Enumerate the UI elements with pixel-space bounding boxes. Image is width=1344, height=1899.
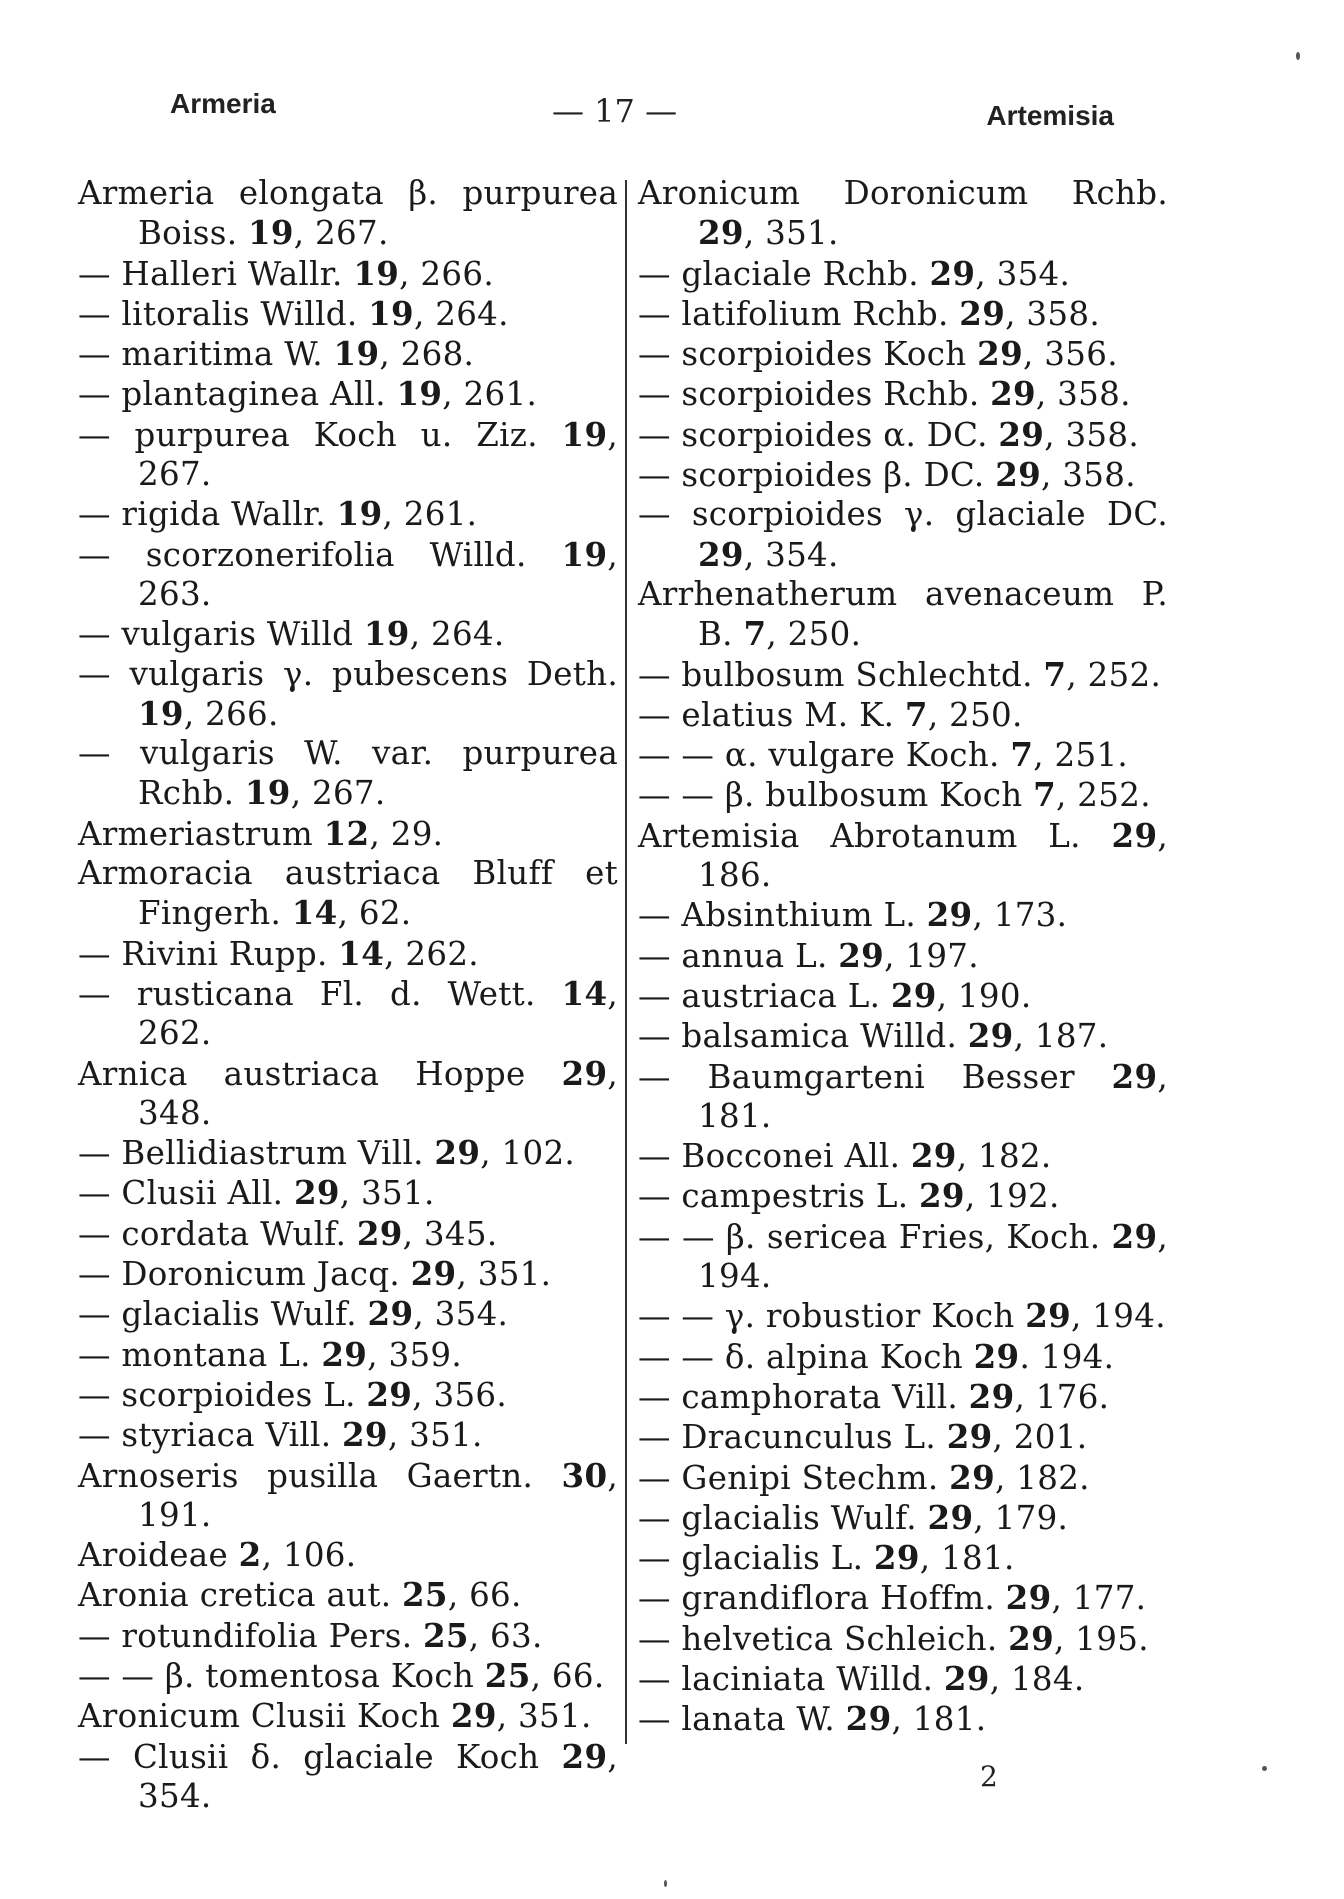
index-entry: — scorpioides Koch 29, 356. xyxy=(638,334,1118,374)
index-entry: — scorpioides γ. glaciale DC. 29, 354. xyxy=(638,495,1168,574)
index-entry: — balsamica Willd. 29, 187. xyxy=(638,1016,1109,1056)
index-entry: — scorpioides β. DC. 29, 358. xyxy=(638,455,1136,495)
index-entry: — Halleri Wallr. 19, 266. xyxy=(78,253,494,293)
index-entry: — Bellidiastrum Vill. 29, 102. xyxy=(78,1133,576,1173)
index-column-right xyxy=(638,174,1168,1740)
index-entry: — glacialis L. 29, 181. xyxy=(638,1538,1015,1578)
index-entry: — latifolium Rchb. 29, 358. xyxy=(638,293,1100,333)
index-entry: — — β. tomentosa Koch 25, 66. xyxy=(78,1655,605,1695)
running-header xyxy=(0,88,1344,138)
index-entry: — — γ. robustior Koch 29, 194. xyxy=(638,1296,1166,1336)
index-entry: — austriaca L. 29, 190. xyxy=(638,975,1032,1015)
index-entry: — campestris L. 29, 192. xyxy=(638,1176,1060,1216)
index-entry: — glacialis Wulf. 29, 179. xyxy=(638,1497,1069,1537)
print-speck xyxy=(1296,52,1300,60)
index-entry: — — δ. alpina Koch 29. 194. xyxy=(638,1336,1115,1376)
print-speck xyxy=(664,1880,667,1887)
index-entry: — laciniata Willd. 29, 184. xyxy=(638,1658,1085,1698)
index-entry: Aronicum Doronicum Rchb. 29, 351. xyxy=(638,174,1168,253)
index-entry: — plantaginea All. 19, 261. xyxy=(78,374,538,414)
index-entry: Armeriastrum 12, 29. xyxy=(78,813,444,853)
index-entry: — glaciale Rchb. 29, 354. xyxy=(638,253,1071,293)
index-entry: — vulgaris W. var. purpurea Rchb. 19, 267. xyxy=(78,734,618,813)
index-entry: — scorpioides L. 29, 356. xyxy=(78,1374,508,1414)
index-entry: — scorpioides α. DC. 29, 358. xyxy=(638,414,1140,454)
index-entry: Artemisia Abrotanum L. 29, 186. xyxy=(638,815,1168,895)
index-entry: — Clusii All. 29, 351. xyxy=(78,1173,435,1213)
index-entry: — Dracunculus L. 29, 201. xyxy=(638,1417,1088,1457)
index-entry: — montana L. 29, 359. xyxy=(78,1334,463,1374)
index-entry: — litoralis Willd. 19, 264. xyxy=(78,293,509,333)
index-entry: Aroideae 2, 106. xyxy=(78,1535,357,1575)
index-entry: — Rivini Rupp. 14, 262. xyxy=(78,933,479,973)
header-right-guide-word: Artemisia xyxy=(986,100,1114,131)
index-entry: Arnica austriaca Hoppe 29, 348. xyxy=(78,1053,618,1132)
print-speck xyxy=(1262,1766,1267,1771)
index-entry: — camphorata Vill. 29, 176. xyxy=(638,1376,1110,1416)
index-entry: Arrhenatherum avenaceum P. B. 7, 250. xyxy=(638,574,1168,654)
index-entry: — annua L. 29, 197. xyxy=(638,935,979,975)
index-entry: — — α. vulgare Koch. 7, 251. xyxy=(638,735,1129,775)
index-entry: — Baumgarteni Besser 29, 181. xyxy=(638,1056,1168,1135)
index-entry: Armoracia austriaca Bluff et Fingerh. 14, 62. xyxy=(78,854,618,933)
index-entry: Armeria elongata β. purpurea Boiss. 19, 267. xyxy=(78,174,618,253)
index-entry: — Bocconei All. 29, 182. xyxy=(638,1136,1052,1176)
index-entry: — vulgaris Willd 19, 264. xyxy=(78,614,505,654)
index-entry: — Clusii δ. glaciale Koch 29, 354. xyxy=(78,1736,618,1815)
index-entry: — bulbosum Schlechtd. 7, 252. xyxy=(638,654,1162,694)
index-entry: — helvetica Schleich. 29, 195. xyxy=(638,1618,1149,1658)
column-divider xyxy=(625,180,627,1744)
index-entry: — grandiflora Hoffm. 29, 177. xyxy=(638,1578,1147,1618)
index-entry: — cordata Wulf. 29, 345. xyxy=(78,1213,498,1253)
index-entry: — rusticana Fl. d. Wett. 14, 262. xyxy=(78,973,618,1053)
index-entry: — — β. sericea Fries, Koch. 29, 194. xyxy=(638,1216,1168,1296)
index-entry: — Absinthium L. 29, 173. xyxy=(638,895,1068,935)
index-entry: — Genipi Stechm. 29, 182. xyxy=(638,1457,1090,1497)
index-entry: — purpurea Koch u. Ziz. 19, 267. xyxy=(78,414,618,494)
page-number: — 17 — xyxy=(552,92,678,130)
index-entry: — styriaca Vill. 29, 351. xyxy=(78,1415,483,1455)
index-entry: — rotundifolia Pers. 25, 63. xyxy=(78,1615,543,1655)
index-entry: — maritima W. 19, 268. xyxy=(78,334,475,374)
index-entry: — scorzonerifolia Willd. 19, 263. xyxy=(78,534,618,613)
index-entry: — — β. bulbosum Koch 7, 252. xyxy=(638,775,1151,815)
index-entry: — lanata W. 29, 181. xyxy=(638,1699,987,1739)
index-entry: Aronia cretica aut. 25, 66. xyxy=(78,1575,522,1615)
index-entry: — glacialis Wulf. 29, 354. xyxy=(78,1294,509,1334)
index-column-left xyxy=(78,174,618,1816)
index-entry: — scorpioides Rchb. 29, 358. xyxy=(638,374,1131,414)
index-entry: — rigida Wallr. 19, 261. xyxy=(78,494,478,534)
signature-mark: 2 xyxy=(980,1760,998,1793)
index-entry: — Doronicum Jacq. 29, 351. xyxy=(78,1254,552,1294)
index-entry: — elatius M. K. 7, 250. xyxy=(638,694,1023,734)
index-entry: — vulgaris γ. pubescens Deth. 19, 266. xyxy=(78,654,618,733)
header-left-guide-word: Armeria xyxy=(170,88,276,119)
index-entry: Arnoseris pusilla Gaertn. 30, 191. xyxy=(78,1455,618,1534)
index-entry: Aronicum Clusii Koch 29, 351. xyxy=(78,1696,592,1736)
